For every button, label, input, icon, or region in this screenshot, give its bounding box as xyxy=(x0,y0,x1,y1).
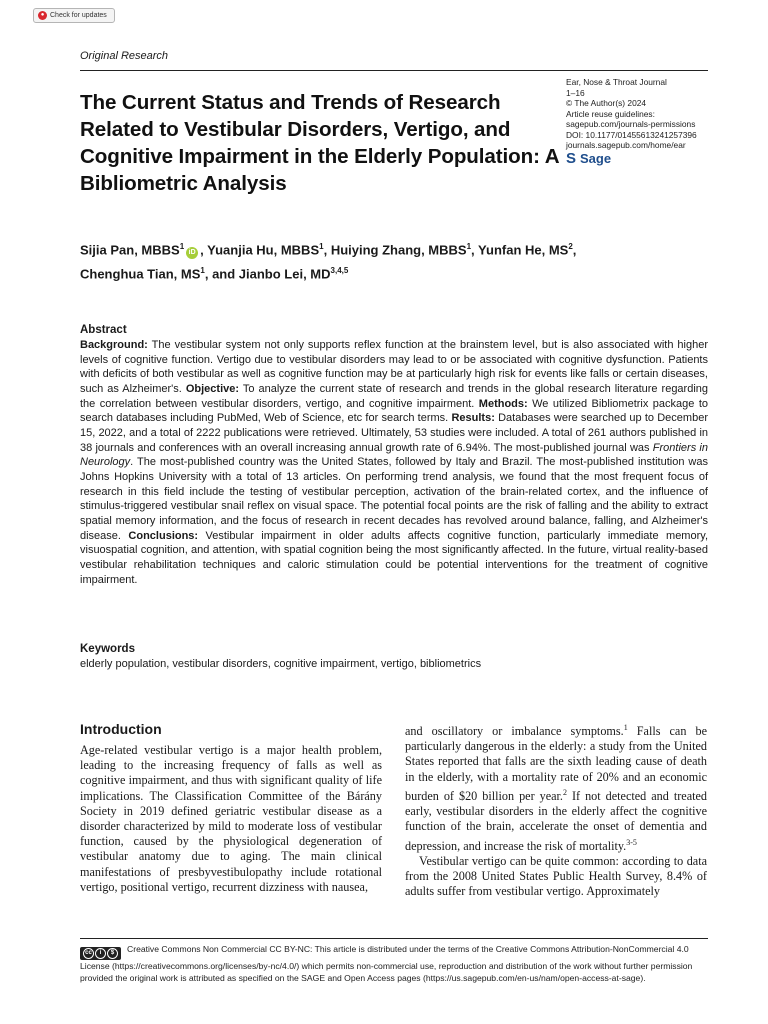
results-journal: Frontiers in Neurology xyxy=(80,441,708,469)
publisher-logo xyxy=(566,149,716,167)
license-text: Creative Commons Non Commercial CC BY-NC: This article is distributed under the terms of the Creative Commons Attribution-NonCommercial 4.0 License (https://creativecommons.org/licenses/by-nc/4.0/) which permits non-commercial use, reproduction and distribution of the work without further permission provided the original work is attributed as specified on the SAGE and Open Access pages (https://us.sagepub.com/en-us/nam/open-access-at-sage). xyxy=(80,944,693,984)
article-title: The Current Status and Trends of Research Related to Vestibular Disorders, Vertigo, and Cognitive Impairment in the Elderly Population: A Bibliometric Analysis xyxy=(80,91,559,195)
intro-paragraph-2: Vestibular vertigo can be quite common: according to data from the 2008 United States Public Health Survey, 8.4% of adults suffer from vestibular vertigo. Approximately xyxy=(405,853,707,899)
introduction-heading: Introduction xyxy=(80,721,162,737)
author-affiliation: 1 xyxy=(319,242,324,251)
footer-rule xyxy=(80,938,708,939)
conclusions-label: Conclusions: xyxy=(128,529,199,542)
author-affiliation: 1 xyxy=(200,266,205,276)
conclusions-text: Vestibular impairment in older adults affects cognitive function, particularly immediate memory, visuospatial cognition, and attention, with spatial cognition being the most significantly affected. In the future, virtual reality-based vestibular rehabilitation techniques and caloric stimulation could be potential interventions for the treatment of cognitive impairment. xyxy=(80,529,708,586)
body-text: If not detected and treated early, vestibular disorders in the elderly affect the cognitive function of the brain, accelerate the onset of dementia and depression, and increase the risk of mortality. xyxy=(405,788,707,853)
methods-label: Methods: xyxy=(478,397,528,410)
results-text-cont: . The most-published country was the United States, followed by Italy and Brazil. The most-published institution was Johns Hopkins University with a total of 13 articles. On performing trend analysis, we found that the most frequent focus of research in this field include the testing of vestibular perception, activation of the brain-related cortex, and the influence of stimulus-triggered vestibular snail reflex on visual space. The potential focal points are the risk of falling and the ability to extract spatial memory information, and the focus of research in recent decades has revolved around balance, falling, and Alzheimer's disease. xyxy=(80,456,708,542)
orcid-icon[interactable]: iD xyxy=(186,247,198,259)
results-label: Results: xyxy=(451,412,495,425)
keywords xyxy=(80,642,708,672)
journal-name: Ear, Nose & Throat Journal xyxy=(566,77,667,87)
citation-ref[interactable]: 2 xyxy=(562,787,567,797)
copyright: © The Author(s) 2024 xyxy=(566,98,647,108)
author-affiliation: 3,4,5 xyxy=(330,266,349,276)
doi[interactable]: DOI: 10.1177/01455613241257396 xyxy=(566,129,697,140)
author-affiliation: 2 xyxy=(568,242,573,251)
objective-label: Objective: xyxy=(185,382,240,395)
citation-ref[interactable]: 1 xyxy=(623,723,628,732)
author-name: Sijia Pan, MBBS xyxy=(80,242,180,258)
author-affiliation: 1 xyxy=(179,242,185,251)
section-label: Original Research xyxy=(80,50,169,62)
license-notice xyxy=(80,943,710,984)
check-for-updates-button[interactable] xyxy=(33,8,115,23)
keywords-list: elderly population, vestibular disorders, cognitive impairment, vertigo, bibliometrics xyxy=(80,658,482,670)
journal-meta xyxy=(566,77,716,167)
abstract-body xyxy=(80,338,708,587)
objective-text: To analyze the current state of research and trends in the global research literature regarding the correlation between vestibular disorders, vertigo, and cognitive impairment. xyxy=(80,382,709,410)
author-name: Jianbo Lei, MD xyxy=(238,266,331,282)
author-name: Yunfan He, MS xyxy=(478,242,569,258)
reuse-guidelines: Article reuse guidelines: xyxy=(566,108,655,119)
column-left xyxy=(80,720,382,895)
author-affiliation: 1 xyxy=(466,242,472,251)
keywords-heading: Keywords xyxy=(80,643,135,655)
body-text: and oscillatory or imbalance symptoms. xyxy=(405,724,624,739)
body-text: Falls can be particularly dangerous in the elderly: a study from the United States reported that falls are the sixth leading cause of death in the elderly, with a mortality rate of 20% and an economic burden of $20 billion per year. xyxy=(405,724,707,803)
sage-logo-icon: S xyxy=(566,149,577,167)
header-rule xyxy=(80,70,708,71)
author-name: Chenghua Tian, MS xyxy=(80,266,201,282)
column-right xyxy=(405,720,707,899)
abstract xyxy=(80,323,708,587)
methods-text: We utilized Bibliometrix package to search databases including PubMed, Web of Science, etc for search terms. xyxy=(80,397,708,425)
background-label: Background: xyxy=(80,339,148,351)
permissions-link[interactable]: sagepub.com/journals-permissions xyxy=(566,119,696,129)
abstract-heading: Abstract xyxy=(80,324,127,336)
journal-home-link[interactable]: journals.sagepub.com/home/ear xyxy=(566,140,686,150)
update-icon: ● xyxy=(38,11,47,20)
citation-ref[interactable]: 3-5 xyxy=(626,837,637,847)
page-range: 1–16 xyxy=(566,87,585,98)
author-name: Huiying Zhang, MBBS xyxy=(330,242,467,258)
cc-by-nc-icon[interactable]: cc i $ xyxy=(80,947,121,960)
results-text: Databases were searched up to December 15, 2022, and a total of 2222 publications were retrieved. Ultimately, 53 studies were included. A total of 261 authors published in 38 journals and conferences with an overall increasing annual growth rate of 6.94%. The most-published journal was xyxy=(80,412,708,454)
intro-paragraph: Age-related vestibular vertigo is a major health problem, leading to the increasing frequency of falls as well as cognitive impairment, and thus with significant quality of life implications. The Classification Committee of the Bárány Society in 2019 defined geriatric vestibular disease as a disorder characterized by mild to moderate loss of vestibular function, caused by the physiological degeneration of vestibular anatomy due to aging. The main clinical manifestations of presbyvestibulopathy include rotational vertigo, positional vertigo, recurrent dizziness with nausea, xyxy=(80,743,382,894)
publisher-name: Sage xyxy=(580,150,612,166)
author-name: Yuanjia Hu, MBBS xyxy=(207,242,320,258)
check-for-updates-label: Check for updates xyxy=(50,12,107,19)
intro-paragraph-cont xyxy=(405,720,707,854)
author-list: Sijia Pan, MBBS$^1$iD , Yuanjia Hu, MBBS$^1$, Huiying Zhang, MBBS$^1$, Yunfan He, $MS^2$, Chenghua Tian, $MS^1$, and Jianbo Lei, MD$^{3,4,5}$ xyxy=(80,242,577,282)
background-text: The vestibular system not only supports reflex function at the brainstem level, but is also associated with higher levels of cognitive function. Vertigo due to vestibular disorders may lead to or be associated with cognitive dysfunction. Patients with deficits of both vestibular as well as cognitive function may be at particularly high risk for events like falls or certain diseases, such as Alzheimer's. xyxy=(80,339,708,395)
